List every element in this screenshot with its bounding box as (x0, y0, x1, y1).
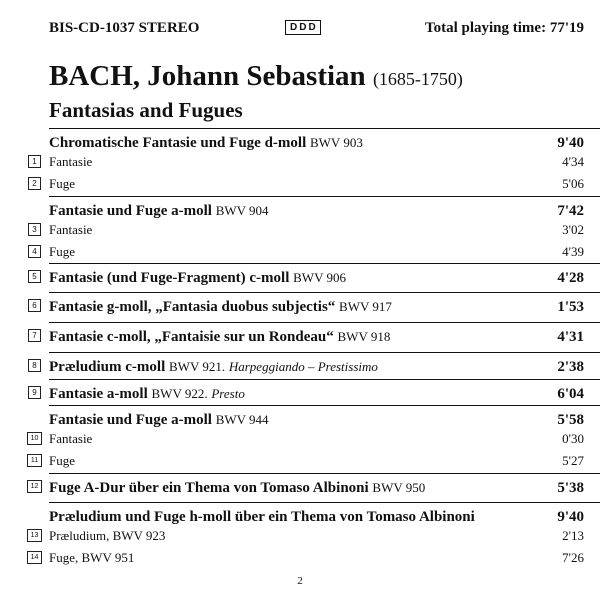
work-duration: 1'53 (557, 299, 584, 315)
movement-row (0, 453, 600, 473)
section-divider (49, 128, 600, 129)
album-subtitle: Fantasias and Fugues (49, 98, 243, 122)
work-title (49, 508, 475, 526)
work-title (49, 134, 363, 152)
work-title (49, 411, 269, 429)
track-number: 12 (27, 480, 42, 493)
composer-years: (1685-1750) (372, 69, 463, 89)
work-duration: 4'28 (557, 270, 584, 286)
catalog-number: BIS-CD-1037 STEREO (49, 20, 200, 36)
work-row (0, 385, 600, 405)
work-name: Fuge A-Dur über ein Thema von Tomaso Albinoni (49, 480, 369, 496)
track-number: 2 (28, 177, 41, 190)
bwv-number: BWV 950 (372, 480, 426, 495)
track-number: 3 (28, 223, 41, 236)
movement-title: Fuge (49, 176, 75, 191)
work-duration: 2'38 (557, 359, 584, 375)
work-name: Præludium und Fuge h-moll über ein Thema von Tomaso Albinoni (49, 509, 475, 525)
work-title (49, 269, 346, 287)
work-name: Fantasie und Fuge a-moll (49, 412, 212, 428)
composer-heading (49, 60, 463, 95)
work-name: Fantasie g-moll, „Fantasia duobus subjectis“ (49, 299, 336, 315)
section-divider (49, 196, 600, 197)
total-playing-time: Total playing time: 77'19 (424, 20, 584, 36)
track-number: 7 (28, 329, 41, 342)
bwv-number: BWV 918 (337, 329, 391, 344)
work-name: Fantasie und Fuge a-moll (49, 203, 212, 219)
movement-duration: 0'30 (562, 431, 584, 446)
work-title (49, 202, 269, 220)
page-number: 2 (297, 575, 303, 587)
bwv-number: BWV 921. (169, 359, 226, 374)
track-number: 14 (27, 551, 42, 564)
work-row (0, 358, 600, 378)
section-divider (49, 292, 600, 293)
track-number: 8 (28, 359, 41, 372)
section-divider (49, 263, 600, 264)
work-duration: 6'04 (557, 386, 584, 402)
movement-duration: 5'06 (562, 176, 584, 191)
track-number: 13 (27, 529, 42, 542)
work-row (0, 269, 600, 289)
work-duration: 9'40 (557, 509, 584, 525)
movement-duration: 4'39 (562, 244, 584, 259)
section-divider (49, 502, 600, 503)
work-name: Fantasie (und Fuge-Fragment) c-moll (49, 270, 290, 286)
movement-duration: 2'13 (562, 528, 584, 543)
tempo-marking: Presto (211, 386, 245, 401)
movement-row (0, 154, 600, 174)
work-name: Præludium c-moll (49, 359, 166, 375)
movement-duration: 5'27 (562, 453, 584, 468)
work-title (49, 385, 245, 403)
work-title (49, 328, 390, 346)
work-duration: 5'58 (557, 412, 584, 428)
bwv-number: BWV 917 (339, 299, 392, 314)
track-number: 1 (28, 155, 41, 168)
movement-duration: 7'26 (562, 550, 584, 565)
movement-duration: 4'34 (562, 154, 584, 169)
work-row (0, 508, 600, 528)
track-number: 10 (27, 432, 42, 445)
section-divider (49, 352, 600, 353)
composer-name: BACH, Johann Sebastian (49, 60, 366, 92)
ddd-badge: DDD (285, 20, 321, 35)
section-divider (49, 322, 600, 323)
movement-row (0, 244, 600, 264)
movement-title: Fuge, BWV 951 (49, 550, 135, 565)
movement-title: Fuge (49, 244, 75, 259)
work-row (0, 202, 600, 222)
movement-row (0, 176, 600, 196)
work-row (0, 411, 600, 431)
work-row (0, 479, 600, 499)
work-duration: 7'42 (557, 203, 584, 219)
movement-duration: 3'02 (562, 222, 584, 237)
movement-row (0, 528, 600, 548)
work-row (0, 134, 600, 154)
work-row (0, 328, 600, 348)
bwv-number: BWV 904 (215, 203, 269, 218)
bwv-number: BWV 944 (215, 412, 269, 427)
bwv-number: BWV 922. (151, 386, 208, 401)
work-name: Chromatische Fantasie und Fuge d-moll (49, 135, 307, 151)
movement-title: Fantasie (49, 431, 93, 446)
movement-row (0, 222, 600, 242)
work-title (49, 298, 392, 316)
work-duration: 4'31 (557, 329, 584, 345)
movement-title: Fuge (49, 453, 75, 468)
track-number: 5 (28, 270, 41, 283)
bwv-number: BWV 906 (293, 270, 346, 285)
movement-title: Præludium, BWV 923 (49, 528, 166, 543)
work-row (0, 298, 600, 318)
work-title (49, 358, 378, 376)
work-name: Fantasie c-moll, „Fantaisie sur un Rondeau“ (49, 329, 334, 345)
section-divider (49, 405, 600, 406)
section-divider (49, 379, 600, 380)
work-duration: 5'38 (557, 480, 584, 496)
work-title (49, 479, 425, 497)
track-number: 4 (28, 245, 41, 258)
work-name: Fantasie a-moll (49, 386, 148, 402)
movement-title: Fantasie (49, 154, 93, 169)
bwv-number: BWV 903 (309, 135, 363, 150)
tempo-marking: Harpeggiando – Prestissimo (228, 359, 378, 374)
track-number: 6 (28, 299, 41, 312)
work-duration: 9'40 (557, 135, 584, 151)
section-divider (49, 473, 600, 474)
track-number: 9 (28, 386, 41, 399)
movement-title: Fantasie (49, 222, 93, 237)
track-number: 11 (27, 454, 42, 467)
movement-row (0, 550, 600, 570)
movement-row (0, 431, 600, 451)
